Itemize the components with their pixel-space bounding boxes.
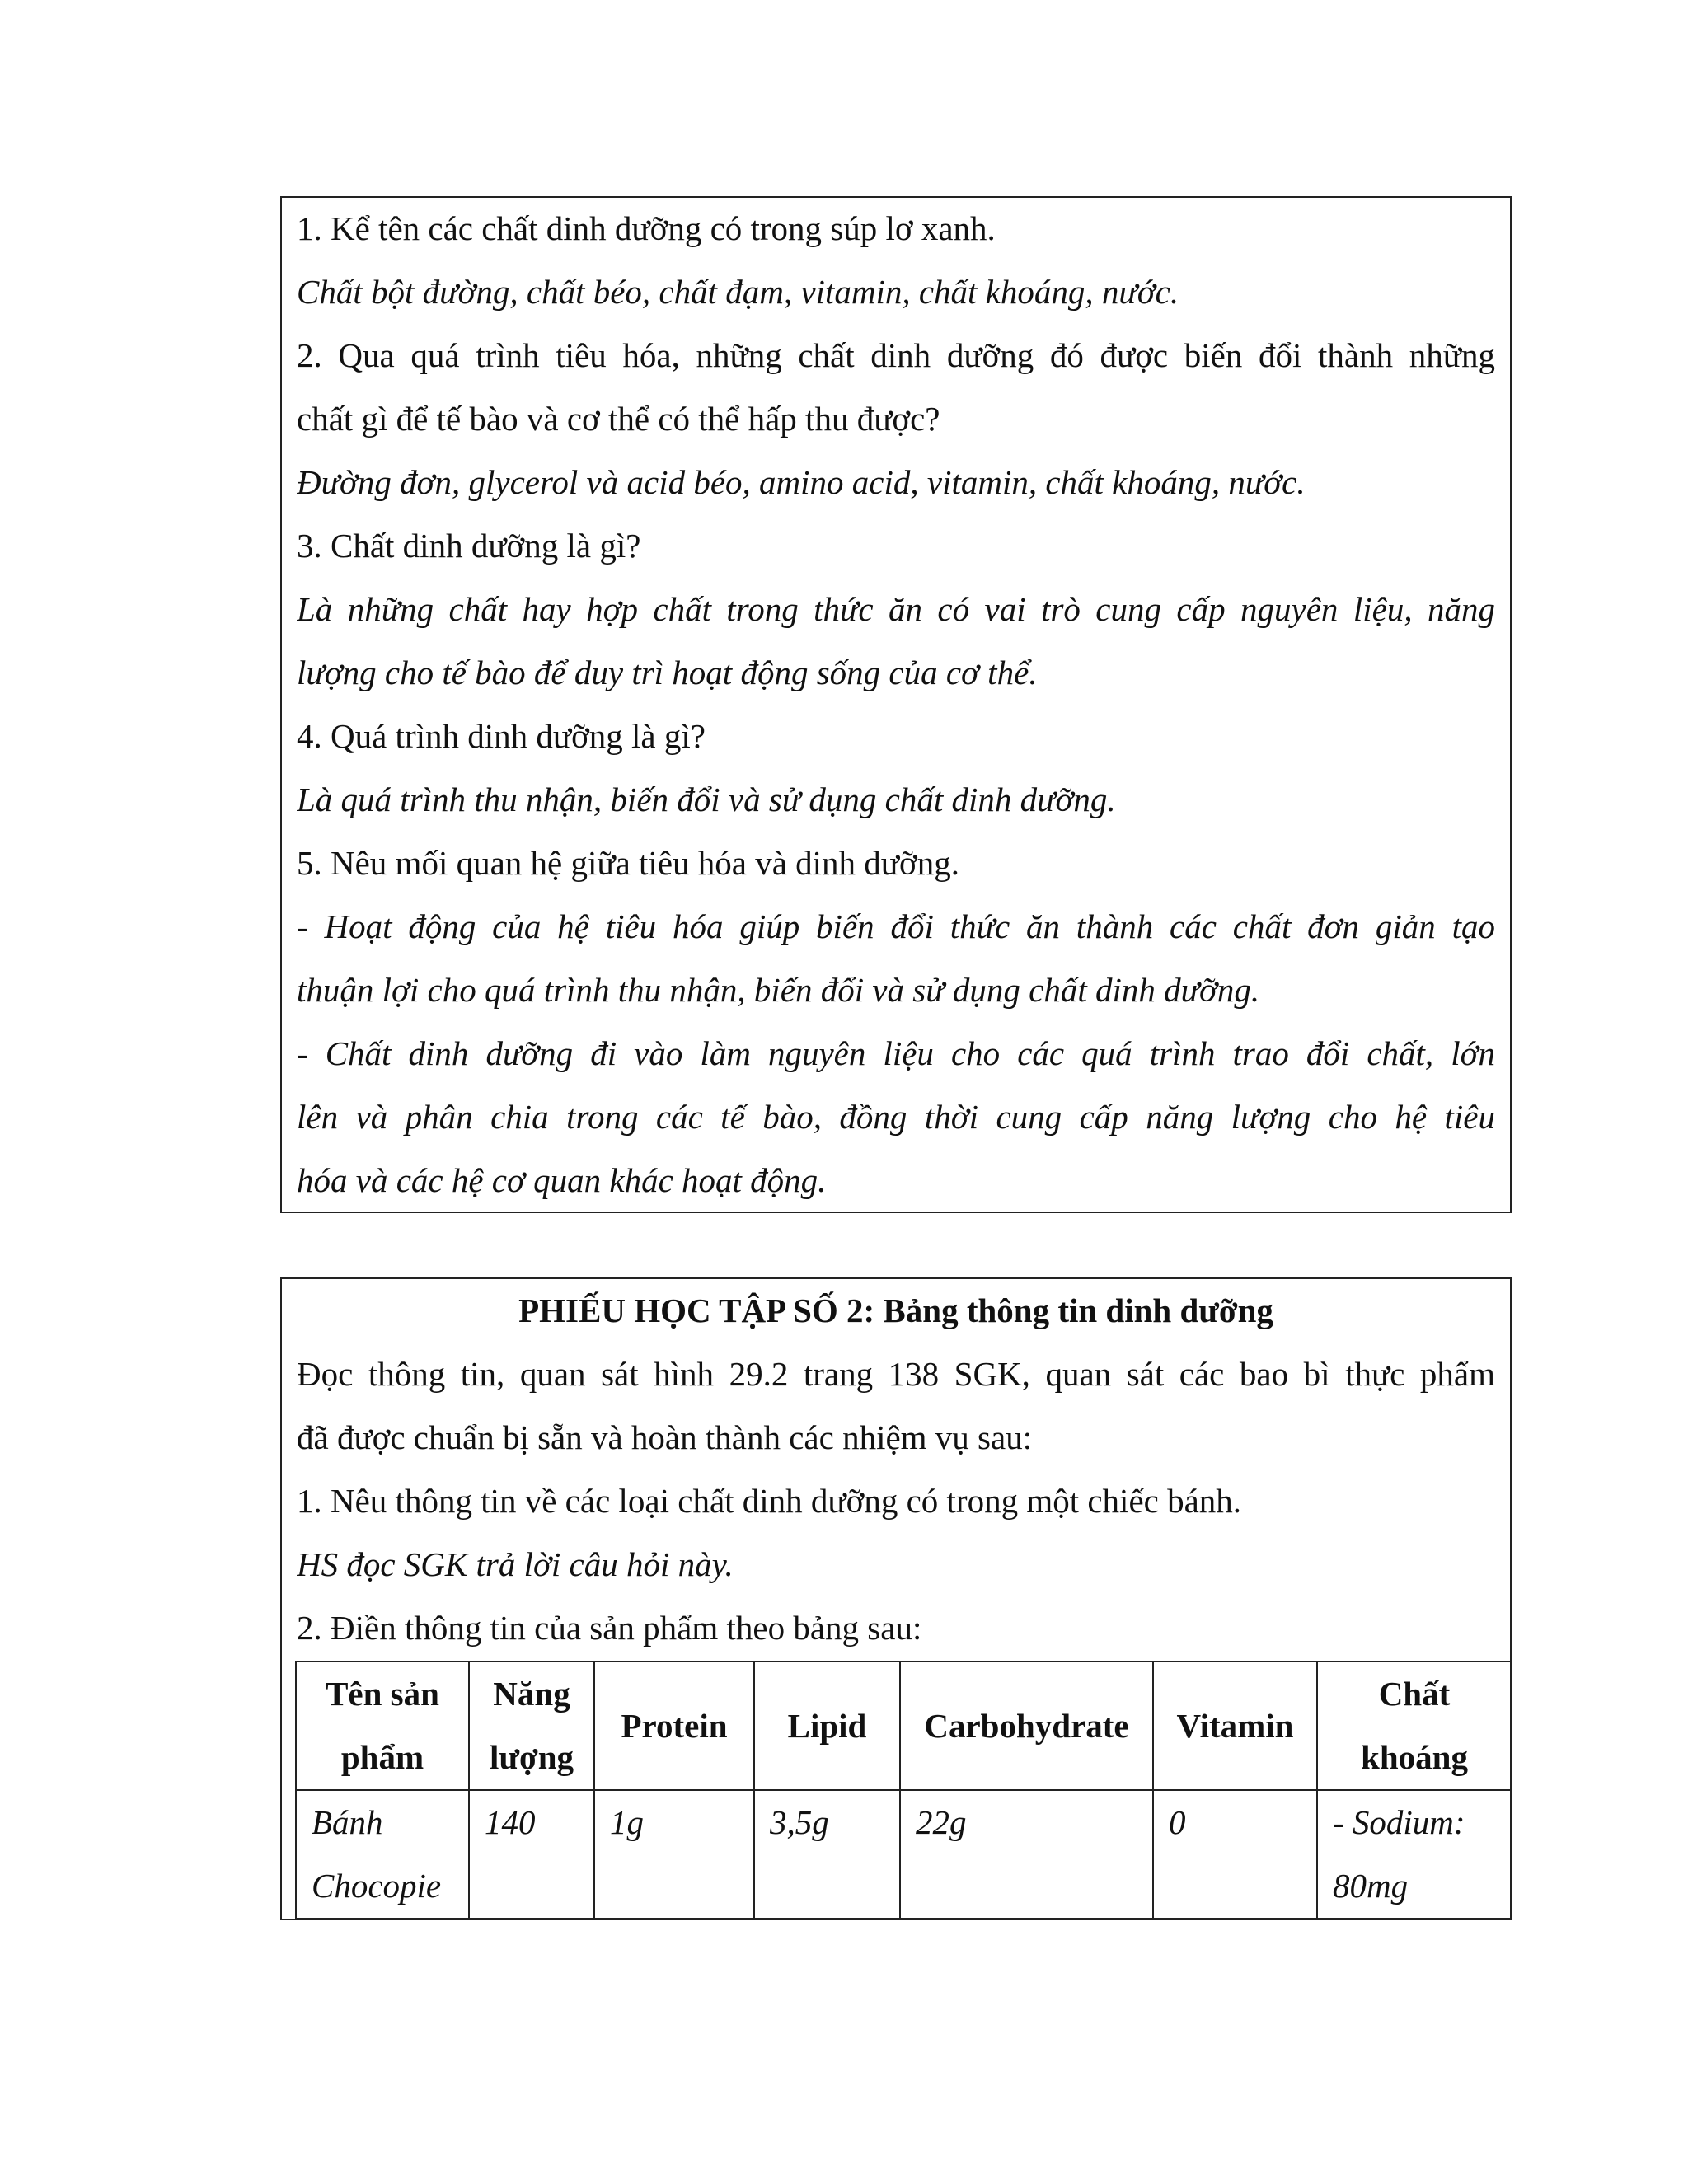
question-2-line-2: chất gì để tế bào và cơ thể có thể hấp thu được? — [297, 400, 940, 438]
header-vitamin: Vitamin — [1153, 1661, 1317, 1790]
task-2: 2. Điền thông tin của sản phẩm theo bảng sau: — [297, 1609, 922, 1647]
answer-5-line-2: thuận lợi cho quá trình thu nhận, biến đổi và sử dụng chất dinh dưỡng. — [297, 971, 1260, 1009]
answer-3-line-2: lượng cho tế bào để duy trì hoạt động sống của cơ thể. — [297, 654, 1038, 691]
question-2-line-1: 2. Qua quá trình tiêu hóa, những chất dinh dưỡng đó được biến đổi thành những — [297, 336, 1495, 374]
question-1: 1. Kể tên các chất dinh dưỡng có trong súp lơ xanh. — [297, 209, 996, 247]
header-protein: Protein — [594, 1661, 754, 1790]
question-5: 5. Nêu mối quan hệ giữa tiêu hóa và dinh dưỡng. — [297, 844, 959, 882]
worksheet-2-box — [280, 1277, 1512, 1920]
cell-energy: 140 — [469, 1790, 594, 1919]
answer-4: Là quá trình thu nhận, biến đổi và sử dụng chất dinh dưỡng. — [297, 780, 1116, 818]
intro-line-1: Đọc thông tin, quan sát hình 29.2 trang 138 SGK, quan sát các bao bì thực phẩm — [297, 1355, 1495, 1393]
cell-protein: 1g — [594, 1790, 754, 1919]
header-energy: Năng lượng — [469, 1661, 594, 1790]
header-minerals: Chất khoáng — [1317, 1661, 1512, 1790]
cell-vitamin: 0 — [1153, 1790, 1317, 1919]
answer-1: Chất bột đường, chất béo, chất đạm, vitamin, chất khoáng, nước. — [297, 273, 1179, 311]
cell-lipid: 3,5g — [754, 1790, 900, 1919]
answer-box-1 — [280, 196, 1512, 1213]
answer-5-line-4: lên và phân chia trong các tế bào, đồng thời cung cấp năng lượng cho hệ tiêu — [297, 1098, 1495, 1136]
cell-minerals: - Sodium: 80mg — [1317, 1790, 1512, 1919]
answer-5-line-5: hóa và các hệ cơ quan khác hoạt động. — [297, 1161, 827, 1199]
question-4: 4. Quá trình dinh dưỡng là gì? — [297, 717, 706, 755]
answer-3-line-1: Là những chất hay hợp chất trong thức ăn có vai trò cung cấp nguyên liệu, năng — [297, 590, 1495, 628]
table-row — [296, 1790, 1512, 1919]
task-1: 1. Nêu thông tin về các loại chất dinh dưỡng có trong một chiếc bánh. — [297, 1482, 1242, 1520]
question-3: 3. Chất dinh dưỡng là gì? — [297, 527, 641, 565]
worksheet-title: PHIẾU HỌC TẬP SỐ 2: Bảng thông tin dinh dưỡng — [518, 1291, 1273, 1329]
task-1-answer: HS đọc SGK trả lời câu hỏi này. — [297, 1545, 734, 1583]
cell-carbohydrate: 22g — [900, 1790, 1153, 1919]
header-lipid: Lipid — [754, 1661, 900, 1790]
header-product-name: Tên sản phẩm — [296, 1661, 469, 1790]
header-carbohydrate: Carbohydrate — [900, 1661, 1153, 1790]
table-header-row — [296, 1661, 1512, 1790]
answer-5-line-3: - Chất dinh dưỡng đi vào làm nguyên liệu cho các quá trình trao đổi chất, lớn — [297, 1034, 1495, 1072]
answer-5-line-1: - Hoạt động của hệ tiêu hóa giúp biến đổi thức ăn thành các chất đơn giản tạo — [297, 907, 1495, 945]
cell-product-name: Bánh Chocopie — [296, 1790, 469, 1919]
answer-2: Đường đơn, glycerol và acid béo, amino acid, vitamin, chất khoáng, nước. — [297, 463, 1306, 501]
intro-line-2: đã được chuẩn bị sẵn và hoàn thành các nhiệm vụ sau: — [297, 1418, 1033, 1456]
nutrition-table — [295, 1661, 1512, 1919]
